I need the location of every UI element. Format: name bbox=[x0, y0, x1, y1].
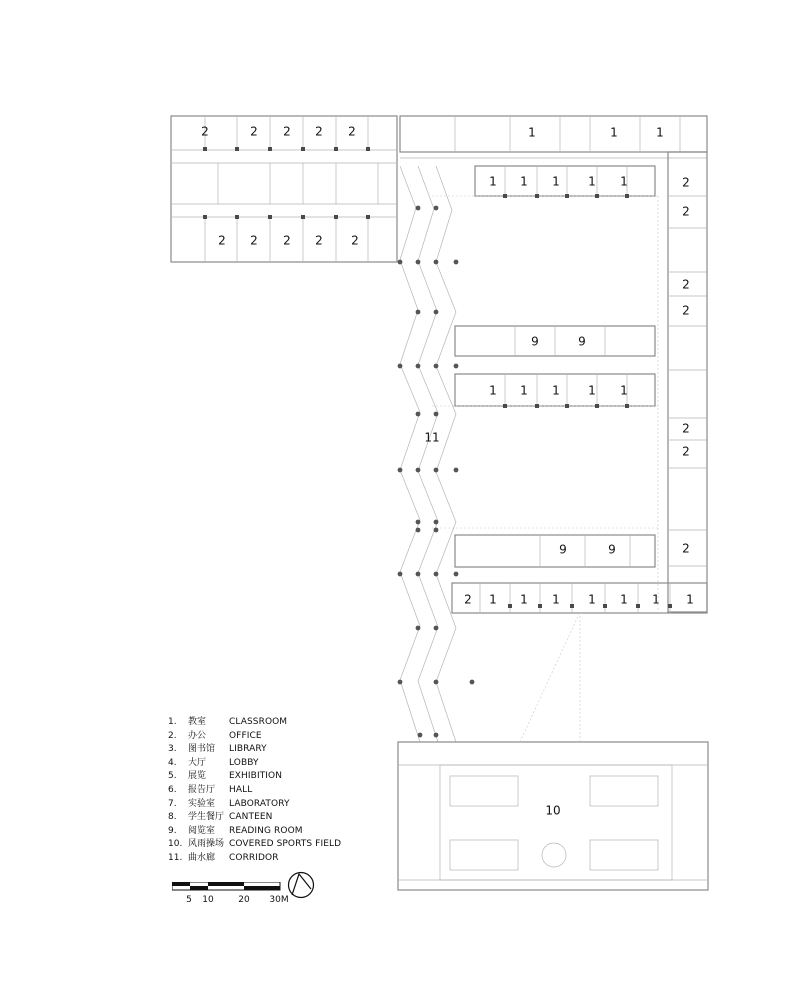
room-label: 1 bbox=[552, 383, 560, 398]
legend-item: 5. 展览 EXHIBITION bbox=[168, 771, 283, 782]
room-label: 2 bbox=[464, 592, 472, 607]
scale-bar bbox=[172, 882, 282, 894]
legend-item: 10. 风雨操场 COVERED SPORTS FIELD bbox=[168, 839, 342, 850]
room-label: 2 bbox=[250, 233, 258, 248]
room-label: 2 bbox=[682, 204, 690, 219]
legend-item: 3. 图书馆 LIBRARY bbox=[168, 744, 267, 755]
room-label: 1 bbox=[489, 592, 497, 607]
legend-item: 6. 报告厅 HALL bbox=[168, 784, 253, 795]
room-label: 1 bbox=[552, 174, 560, 189]
room-label: 9 bbox=[531, 334, 539, 349]
room-label: 9 bbox=[608, 542, 616, 557]
room-label: 2 bbox=[682, 541, 690, 556]
room-label: 1 bbox=[552, 592, 560, 607]
room-label: 1 bbox=[620, 174, 628, 189]
scale-label: 20 bbox=[238, 895, 250, 905]
legend-item: 7. 实验室 LABORATORY bbox=[168, 798, 290, 809]
legend-item: 1. 教室 CLASSROOM bbox=[168, 717, 288, 727]
room-label: 2 bbox=[283, 124, 291, 139]
legend-item: 11. 曲水廊 CORRIDOR bbox=[168, 852, 279, 863]
room-label: 2 bbox=[201, 124, 209, 139]
reading-bar-2 bbox=[455, 535, 655, 567]
scale-label: 5 bbox=[186, 895, 192, 905]
room-label: 1 bbox=[620, 383, 628, 398]
room-label: 11 bbox=[424, 430, 440, 445]
room-label: 1 bbox=[489, 383, 497, 398]
room-label: 1 bbox=[489, 174, 497, 189]
legend-item: 9. 阅览室 READING ROOM bbox=[168, 825, 303, 836]
room-label: 1 bbox=[520, 174, 528, 189]
room-label: 1 bbox=[610, 125, 618, 140]
room-labels bbox=[201, 125, 694, 818]
room-label: 1 bbox=[652, 592, 660, 607]
room-label: 2 bbox=[315, 124, 323, 139]
scale-label: 10 bbox=[202, 895, 214, 905]
room-label: 1 bbox=[520, 383, 528, 398]
room-label: 2 bbox=[682, 175, 690, 190]
legend-item: 2. 办公 OFFICE bbox=[168, 730, 262, 741]
legend-item: 8. 学生餐厅 CANTEEN bbox=[168, 812, 273, 823]
room-label: 1 bbox=[656, 125, 664, 140]
room-label: 1 bbox=[528, 125, 536, 140]
room-label: 2 bbox=[682, 421, 690, 436]
room-label: 2 bbox=[315, 233, 323, 248]
room-label: 2 bbox=[348, 124, 356, 139]
structural-columns bbox=[203, 147, 672, 608]
room-label: 1 bbox=[588, 592, 596, 607]
room-label: 10 bbox=[545, 803, 561, 818]
room-label: 2 bbox=[682, 303, 690, 318]
room-label: 2 bbox=[682, 444, 690, 459]
courtyard-outlines bbox=[432, 196, 658, 528]
north-arrow-icon bbox=[287, 871, 315, 899]
room-label: 2 bbox=[218, 233, 226, 248]
reading-bar-1 bbox=[455, 326, 655, 356]
room-label: 2 bbox=[351, 233, 359, 248]
zigzag-corridor bbox=[400, 166, 456, 742]
room-label: 1 bbox=[520, 592, 528, 607]
legend bbox=[168, 716, 341, 866]
legend-item: 4. 大厅 LOBBY bbox=[168, 757, 259, 768]
room-label: 2 bbox=[283, 233, 291, 248]
sports-hall bbox=[398, 612, 708, 890]
room-label: 1 bbox=[686, 592, 694, 607]
room-label: 1 bbox=[588, 174, 596, 189]
room-label: 2 bbox=[250, 124, 258, 139]
room-label: 1 bbox=[620, 592, 628, 607]
room-label: 1 bbox=[588, 383, 596, 398]
room-label: 9 bbox=[578, 334, 586, 349]
room-label: 9 bbox=[559, 542, 567, 557]
room-label: 2 bbox=[682, 277, 690, 292]
scale-label: 30M bbox=[269, 895, 289, 905]
